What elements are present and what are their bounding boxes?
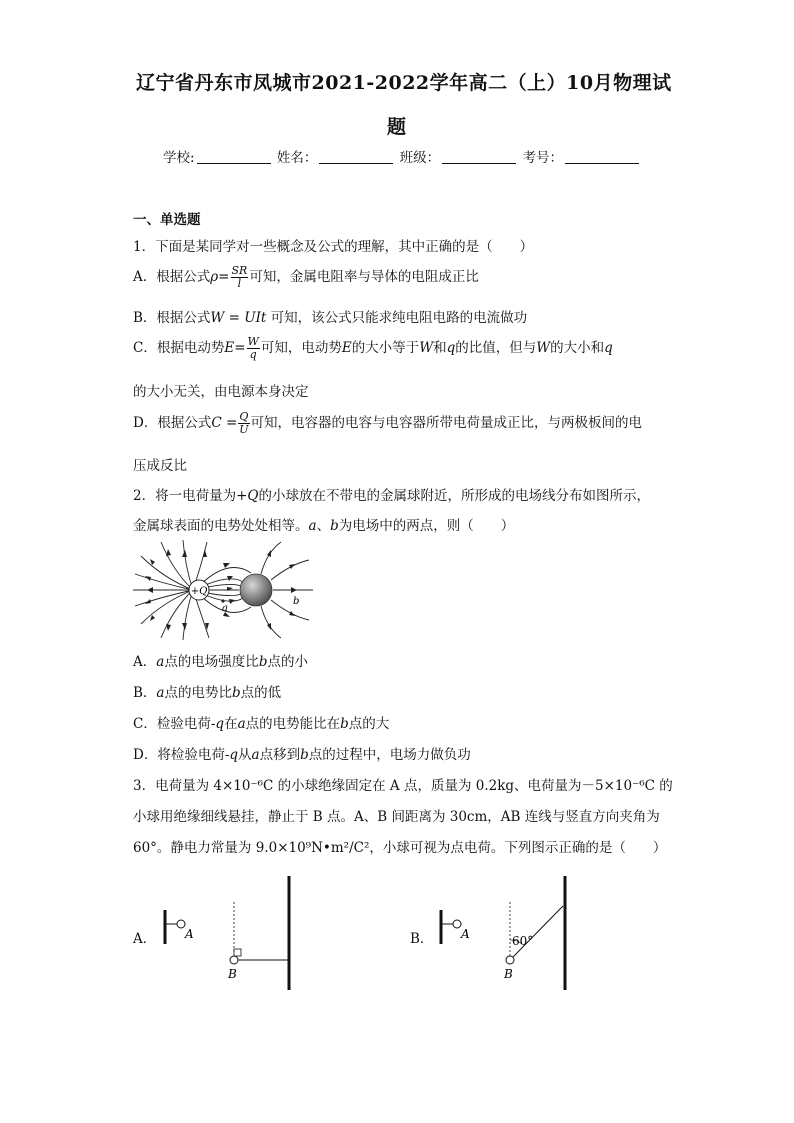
charge-b-ball: [230, 956, 238, 964]
q1-option-c: C．根据电动势E= $\frac{W}{q}$ 可知，电动势E的大小等于W和q的比值，但与W的大小和q: [133, 335, 613, 361]
point-a-label: A: [461, 927, 470, 941]
section-title: 一、单选题: [133, 212, 201, 228]
point-b-dot: [291, 588, 294, 591]
charge-label: +Q: [190, 586, 208, 597]
q1-c-fraction: $\frac{W}{q}$: [247, 335, 259, 361]
page-title: 辽宁省丹东市凤城市2021-2022学年高二（上）10月物理试: [136, 72, 672, 94]
charge-a-ball: [177, 920, 185, 928]
exam-number-label: 考号：: [522, 150, 563, 166]
q1-option-b: B．根据公式W = UIt 可知，该公式只能求纯电阻电路的电流做功: [133, 310, 528, 326]
q3-option-a-label: A．: [133, 931, 157, 947]
name-field[interactable]: [319, 151, 393, 164]
point-b-label: B: [504, 967, 513, 981]
q2-stem-line1: 2．将一电荷量为+Q的小球放在不带电的金属球附近，所形成的电场线分布如图所示，: [133, 488, 650, 504]
charge-b-ball: [506, 956, 514, 964]
angle-label: 60°: [512, 934, 534, 948]
point-a-label: A: [185, 927, 194, 941]
class-label: 班级：: [399, 150, 441, 166]
q3-stem-line2: 小球用绝缘细线悬挂，静止于 B 点。A、B 间距离为 30cm，AB 连线与竖直方向夹角为: [133, 809, 660, 825]
student-info-line: [163, 146, 641, 166]
exam-number-field[interactable]: [565, 151, 639, 164]
class-field[interactable]: [442, 151, 516, 164]
q2-option-a: A．a点的电场强度比b点的小: [133, 654, 308, 670]
page-title-line2: 题: [387, 116, 407, 138]
q3-option-b-label: B．: [410, 931, 434, 947]
point-b-label: B: [228, 967, 237, 981]
point-a-label: a: [222, 603, 228, 614]
name-label: 姓名：: [276, 150, 318, 166]
charge-a-ball: [453, 920, 461, 928]
school-label: 学校:: [163, 150, 195, 166]
point-b-label: b: [293, 596, 300, 607]
q3-option-b-figure: [434, 872, 574, 994]
metal-ball: [240, 574, 272, 606]
q1-stem: 1．下面是某同学对一些概念及公式的理解，其中正确的是（ ）: [133, 239, 534, 255]
q1-option-d: D．根据公式C = $\frac{Q}{U}$ 可知，电容器的电容与电容器所带电荷量成正比，与两极板间的电: [133, 410, 643, 436]
electric-field-figure: [131, 538, 315, 642]
field-lines: [133, 540, 313, 640]
q1-a-fraction: $\frac{SR}{l}$: [231, 264, 248, 290]
q2-stem-line2: 金属球表面的电势处处相等。a、b为电场中的两点，则（ ）: [133, 518, 515, 534]
q3-stem-line3: 60°。静电力常量为 9.0×10⁹N•m²/C²，小球可视为点电荷。下列图示正确的是（ ）: [133, 840, 667, 856]
school-field[interactable]: [197, 151, 271, 164]
q2-option-b: B．a点的电势比b点的低: [133, 685, 282, 701]
q1-option-a: A．根据公式ρ= $\frac{SR}{l}$ 可知，金属电阻率与导体的电阻成正比: [133, 264, 479, 290]
q1-option-c-line2: 的大小无关，由电源本身决定: [133, 384, 309, 400]
q1-d-fraction: $\frac{Q}{U}$: [239, 410, 249, 436]
q1-option-d-line2: 压成反比: [133, 458, 187, 474]
q2-option-d: D．将检验电荷-q从a点移到b点的过程中，电场力做负功: [133, 747, 471, 763]
q3-stem-line1: 3．电荷量为 4×10⁻⁶C 的小球绝缘固定在 A 点，质量为 0.2kg、电荷量为－5×10⁻⁶C 的: [133, 778, 673, 794]
q2-option-c: C．检验电荷-q在a点的电势能比在b点的大: [133, 716, 390, 732]
q3-option-a-figure: [158, 872, 298, 994]
